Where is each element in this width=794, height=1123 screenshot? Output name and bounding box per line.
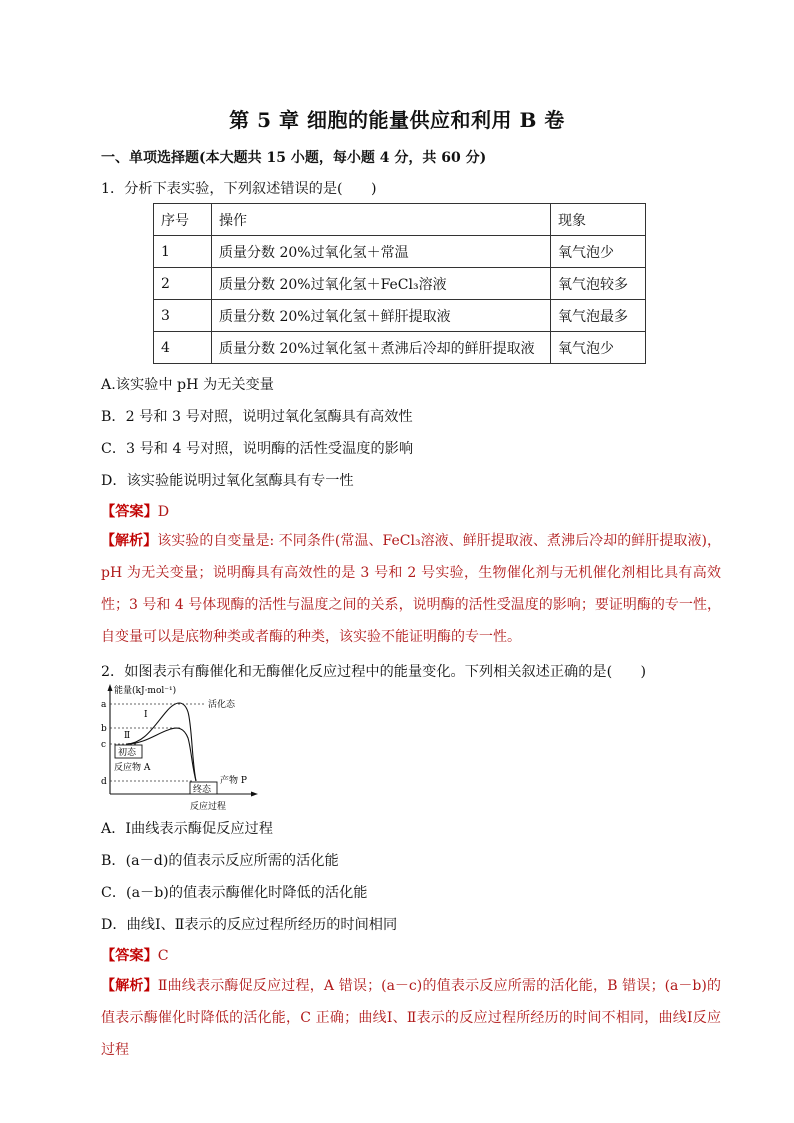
active-state-label: 活化态 xyxy=(208,700,236,710)
curve-ii-label: Ⅱ xyxy=(124,731,131,741)
energy-diagram xyxy=(96,682,266,812)
table-cell: 氧气泡少 xyxy=(551,332,646,364)
q1-answer xyxy=(101,501,169,521)
table-row xyxy=(154,332,646,364)
q1-option-b: B．2 号和 3 号对照，说明过氧化氢酶具有高效性 xyxy=(101,409,413,425)
q1-analysis xyxy=(101,525,721,653)
x-axis-arrow-icon xyxy=(251,792,258,797)
q2-analysis xyxy=(101,970,721,1066)
product-label: 产物 P xyxy=(220,776,247,786)
q2-option-d: D．曲线Ⅰ、Ⅱ表示的反应过程所经历的时间相同 xyxy=(101,917,398,933)
analysis-text: 该实验的自变量是: 不同条件(常温、FeCl₃溶液、鲜肝提取液、煮沸后冷却的鲜肝提取液)，pH 为无关变量；说明酶具有高效性的是 3 号和 2 号实验，生物催化剂与无机催化剂相比具有高效性；3 号和 4 号体现酶的活性与温度之间的关系，说明酶的活性受温度的影响；要证明酶的专一性，自变量可以是底物种类或者酶的种类，该实验不能证明酶的专一性。 xyxy=(101,533,722,645)
tick-c: c xyxy=(101,740,107,750)
answer-tag: 【答案】 xyxy=(101,948,158,964)
answer-value: D xyxy=(157,504,170,520)
table-cell: 氧气泡最多 xyxy=(551,300,646,332)
table-row xyxy=(154,236,646,268)
table-header-cell: 操作 xyxy=(212,204,551,236)
table-cell: 1 xyxy=(154,236,212,268)
table-cell: 3 xyxy=(154,300,212,332)
table-cell: 质量分数 20%过氧化氢＋鲜肝提取液 xyxy=(212,300,551,332)
q1-option-d: D．该实验能说明过氧化氢酶具有专一性 xyxy=(101,473,354,489)
table-cell: 2 xyxy=(154,268,212,300)
page-title: 第 5 章 细胞的能量供应和利用 B 卷 xyxy=(229,108,565,132)
section-heading: 一、单项选择题(本大题共 15 小题，每小题 4 分，共 60 分) xyxy=(101,150,487,166)
tick-b: b xyxy=(101,724,107,734)
q1-stem: 1．分析下表实验，下列叙述错误的是( ) xyxy=(101,181,377,197)
q2-option-a: A．Ⅰ曲线表示酶促反应过程 xyxy=(101,821,273,837)
curve-i-label: Ⅰ xyxy=(144,710,148,720)
q2-option-b: B．(a－d)的值表示反应所需的活化能 xyxy=(101,853,339,869)
analysis-tag: 【解析】 xyxy=(101,533,158,549)
q2-answer xyxy=(101,945,169,965)
y-axis-label: 能量(kJ·mol⁻¹) xyxy=(114,686,177,696)
table-cell: 氧气泡较多 xyxy=(551,268,646,300)
analysis-text: Ⅱ曲线表示酶促反应过程，A 错误；(a－c)的值表示反应所需的活化能，B 错误；(a－b)的值表示酶催化时降低的活化能，C 正确；曲线Ⅰ、Ⅱ表示的反应过程所经历的时间不相同，曲线Ⅰ反应过程 xyxy=(101,978,722,1058)
analysis-tag: 【解析】 xyxy=(101,978,158,994)
table-header-cell: 现象 xyxy=(551,204,646,236)
tick-d: d xyxy=(101,777,107,787)
q1-option-c: C．3 号和 4 号对照，说明酶的活性受温度的影响 xyxy=(101,441,414,457)
x-axis-label: 反应过程 xyxy=(190,802,227,812)
table-cell: 4 xyxy=(154,332,212,364)
table-header-cell: 序号 xyxy=(154,204,212,236)
table-cell: 质量分数 20%过氧化氢＋常温 xyxy=(212,236,551,268)
table-header-row xyxy=(154,204,646,236)
q2-option-c: C．(a－b)的值表示酶催化时降低的活化能 xyxy=(101,885,368,901)
answer-tag: 【答案】 xyxy=(101,504,158,520)
final-state-label: 终态 xyxy=(193,785,212,795)
table-cell: 质量分数 20%过氧化氢＋煮沸后冷却的鲜肝提取液 xyxy=(212,332,551,364)
answer-value: C xyxy=(157,948,169,964)
table-row xyxy=(154,268,646,300)
q2-stem: 2．如图表示有酶催化和无酶催化反应过程中的能量变化。下列相关叙述正确的是( ) xyxy=(101,664,647,680)
table-cell: 质量分数 20%过氧化氢＋FeCl₃溶液 xyxy=(212,268,551,300)
table-row xyxy=(154,300,646,332)
table-cell: 氧气泡少 xyxy=(551,236,646,268)
reactant-label: 反应物 A xyxy=(114,763,151,773)
tick-a: a xyxy=(101,700,107,710)
initial-state-label: 初态 xyxy=(118,748,137,758)
y-axis-arrow-icon xyxy=(108,684,113,691)
q1-table xyxy=(153,203,646,364)
q1-option-a: A.该实验中 pH 为无关变量 xyxy=(101,377,274,393)
